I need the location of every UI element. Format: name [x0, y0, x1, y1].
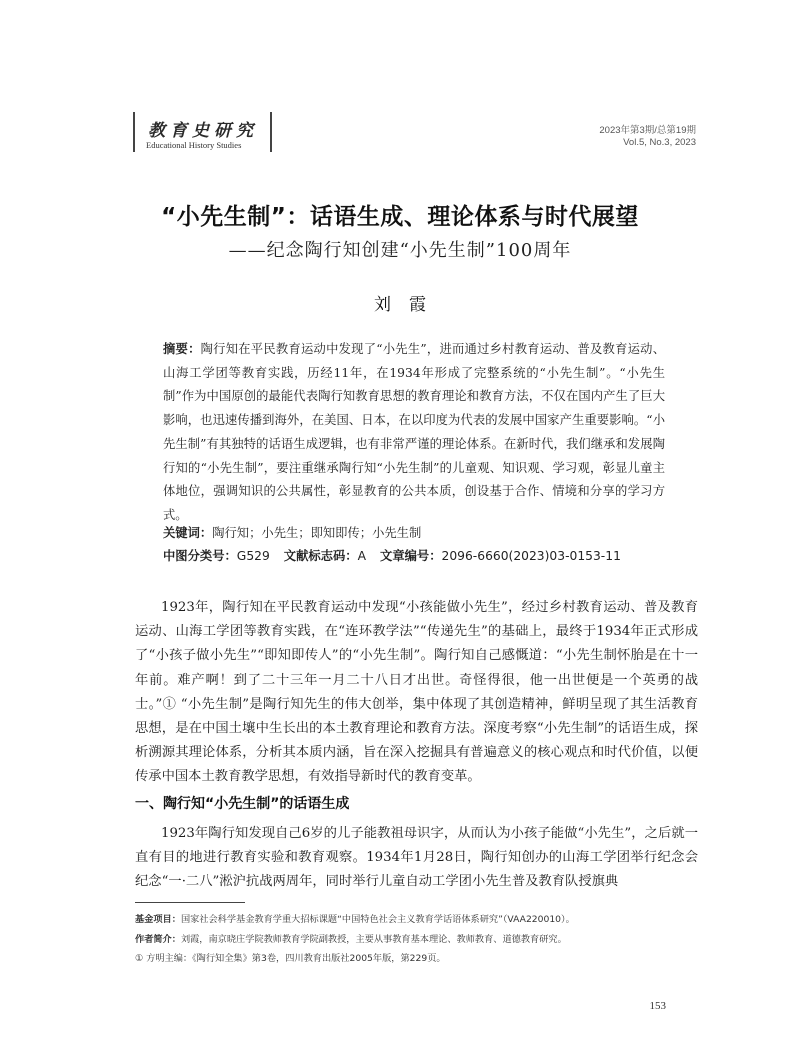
keywords	[163, 523, 421, 541]
clc-number: 中图分类号：G529	[163, 549, 270, 563]
footnote-author-bio: 作者简介：刘霞，南京晓庄学院教师教育学院副教授，主要从事教育基本理论、教师教育、道德教育研究。	[135, 934, 567, 945]
article-subtitle: ——纪念陶行知创建“小先生制”100周年	[228, 240, 572, 261]
footnote-divider	[135, 902, 245, 903]
article-title: “小先生制”：话语生成、理论体系与时代展望	[161, 204, 639, 230]
journal-logo-left-bar	[133, 112, 135, 152]
journal-logo-right-bar	[270, 112, 272, 152]
body-paragraph: 1923年陶行知发现自己6岁的儿子能教祖母识字，从而认为小孩子能做“小先生”，之后就一直有目的地进行教育实验和教育观察。1934年1月28日，陶行知创办的山海工学团举行纪念会纪念“一·二八”淞沪抗战两周年，同时举行儿童自动工学团小先生普及教育队授旗典	[135, 826, 698, 890]
abstract-text: 陶行知在平民教育运动中发现了“小先生”，进而通过乡村教育运动、普及教育运动、山海工学团等教育实践，历经11年，在1934年形成了完整系统的“小先生制”。“小先生制”作为中国原创的最能代表陶行知教育思想的教育理论和教育方法，不仅在国内产生了巨大影响，也迅速传播到海外，在美国、日本，在以印度为代表的发展中国家产生重要影响。“小先生制”有其独特的话语生成逻辑，也有非常严谨的理论体系。在新时代，我们继承和发展陶行知的“小先生制”，要注重继承陶行知“小先生制”的儿童观、知识观、学习观，彰显儿童主体地位，强调知识的公共属性，彰显教育的公共本质，创设基于合作、情境和分享的学习方式。	[163, 342, 665, 522]
body-paragraph: 1923年，陶行知在平民教育运动中发现“小孩能做小先生”，经过乡村教育运动、普及教育运动、山海工学团等教育实践，在“连环教学法”“传递先生”的基础上，最终于1934年正式形成了“小孩子做小先生”“即知即传人”的“小先生制”。陶行知自己感慨道：“小先生制怀胎是在十一年前。难产啊！到了二十三年一月二十八日才出世。奇怪得很，他一出世便是一个英勇的战士。”① “小先生制”是陶行知先生的伟大创举，集中体现了其创造精神，鲜明呈现了其生活教育思想，是在中国土壤中生长出的本土教育理论和教育方法。深度考察“小先生制”的话语生成，探析溯源其理论体系，分析其本质内涵，旨在深入挖掘具有普遍意义的核心观点和时代价值，以便传承中国本土教育教学思想，有效指导新时代的教育变革。	[135, 600, 698, 785]
document-code: 文献标志码：A	[283, 549, 367, 563]
footnote-funding: 基金项目：国家社会科学基金教育学重大招标课题“中国特色社会主义教育学话语体系研究”（VAA220010）。	[135, 914, 575, 925]
volume-info: Vol.5, No.3, 2023	[623, 137, 696, 148]
keywords-text: 陶行知；小先生；即知即传；小先生制	[212, 526, 422, 540]
issue-info: 2023年第3期/总第19期	[599, 125, 696, 136]
keywords-label: 关键词：	[163, 526, 213, 540]
abstract	[163, 338, 665, 528]
author-name: 刘霞	[374, 295, 444, 315]
abstract-label: 摘要：	[163, 342, 201, 356]
classification-info	[163, 546, 635, 564]
page-number: 153	[649, 1000, 666, 1012]
journal-name-cn: 教育史研究	[148, 121, 258, 141]
article-number: 文章编号：2096-6660(2023)03-0153-11	[380, 549, 621, 563]
section-heading: 一、陶行知“小先生制”的话语生成	[135, 796, 350, 812]
journal-name-en: Educational History Studies	[146, 140, 242, 150]
footnote-citation: ① 方明主编：《陶行知全集》第3卷，四川教育出版社2005年版，第229页。	[135, 953, 446, 964]
